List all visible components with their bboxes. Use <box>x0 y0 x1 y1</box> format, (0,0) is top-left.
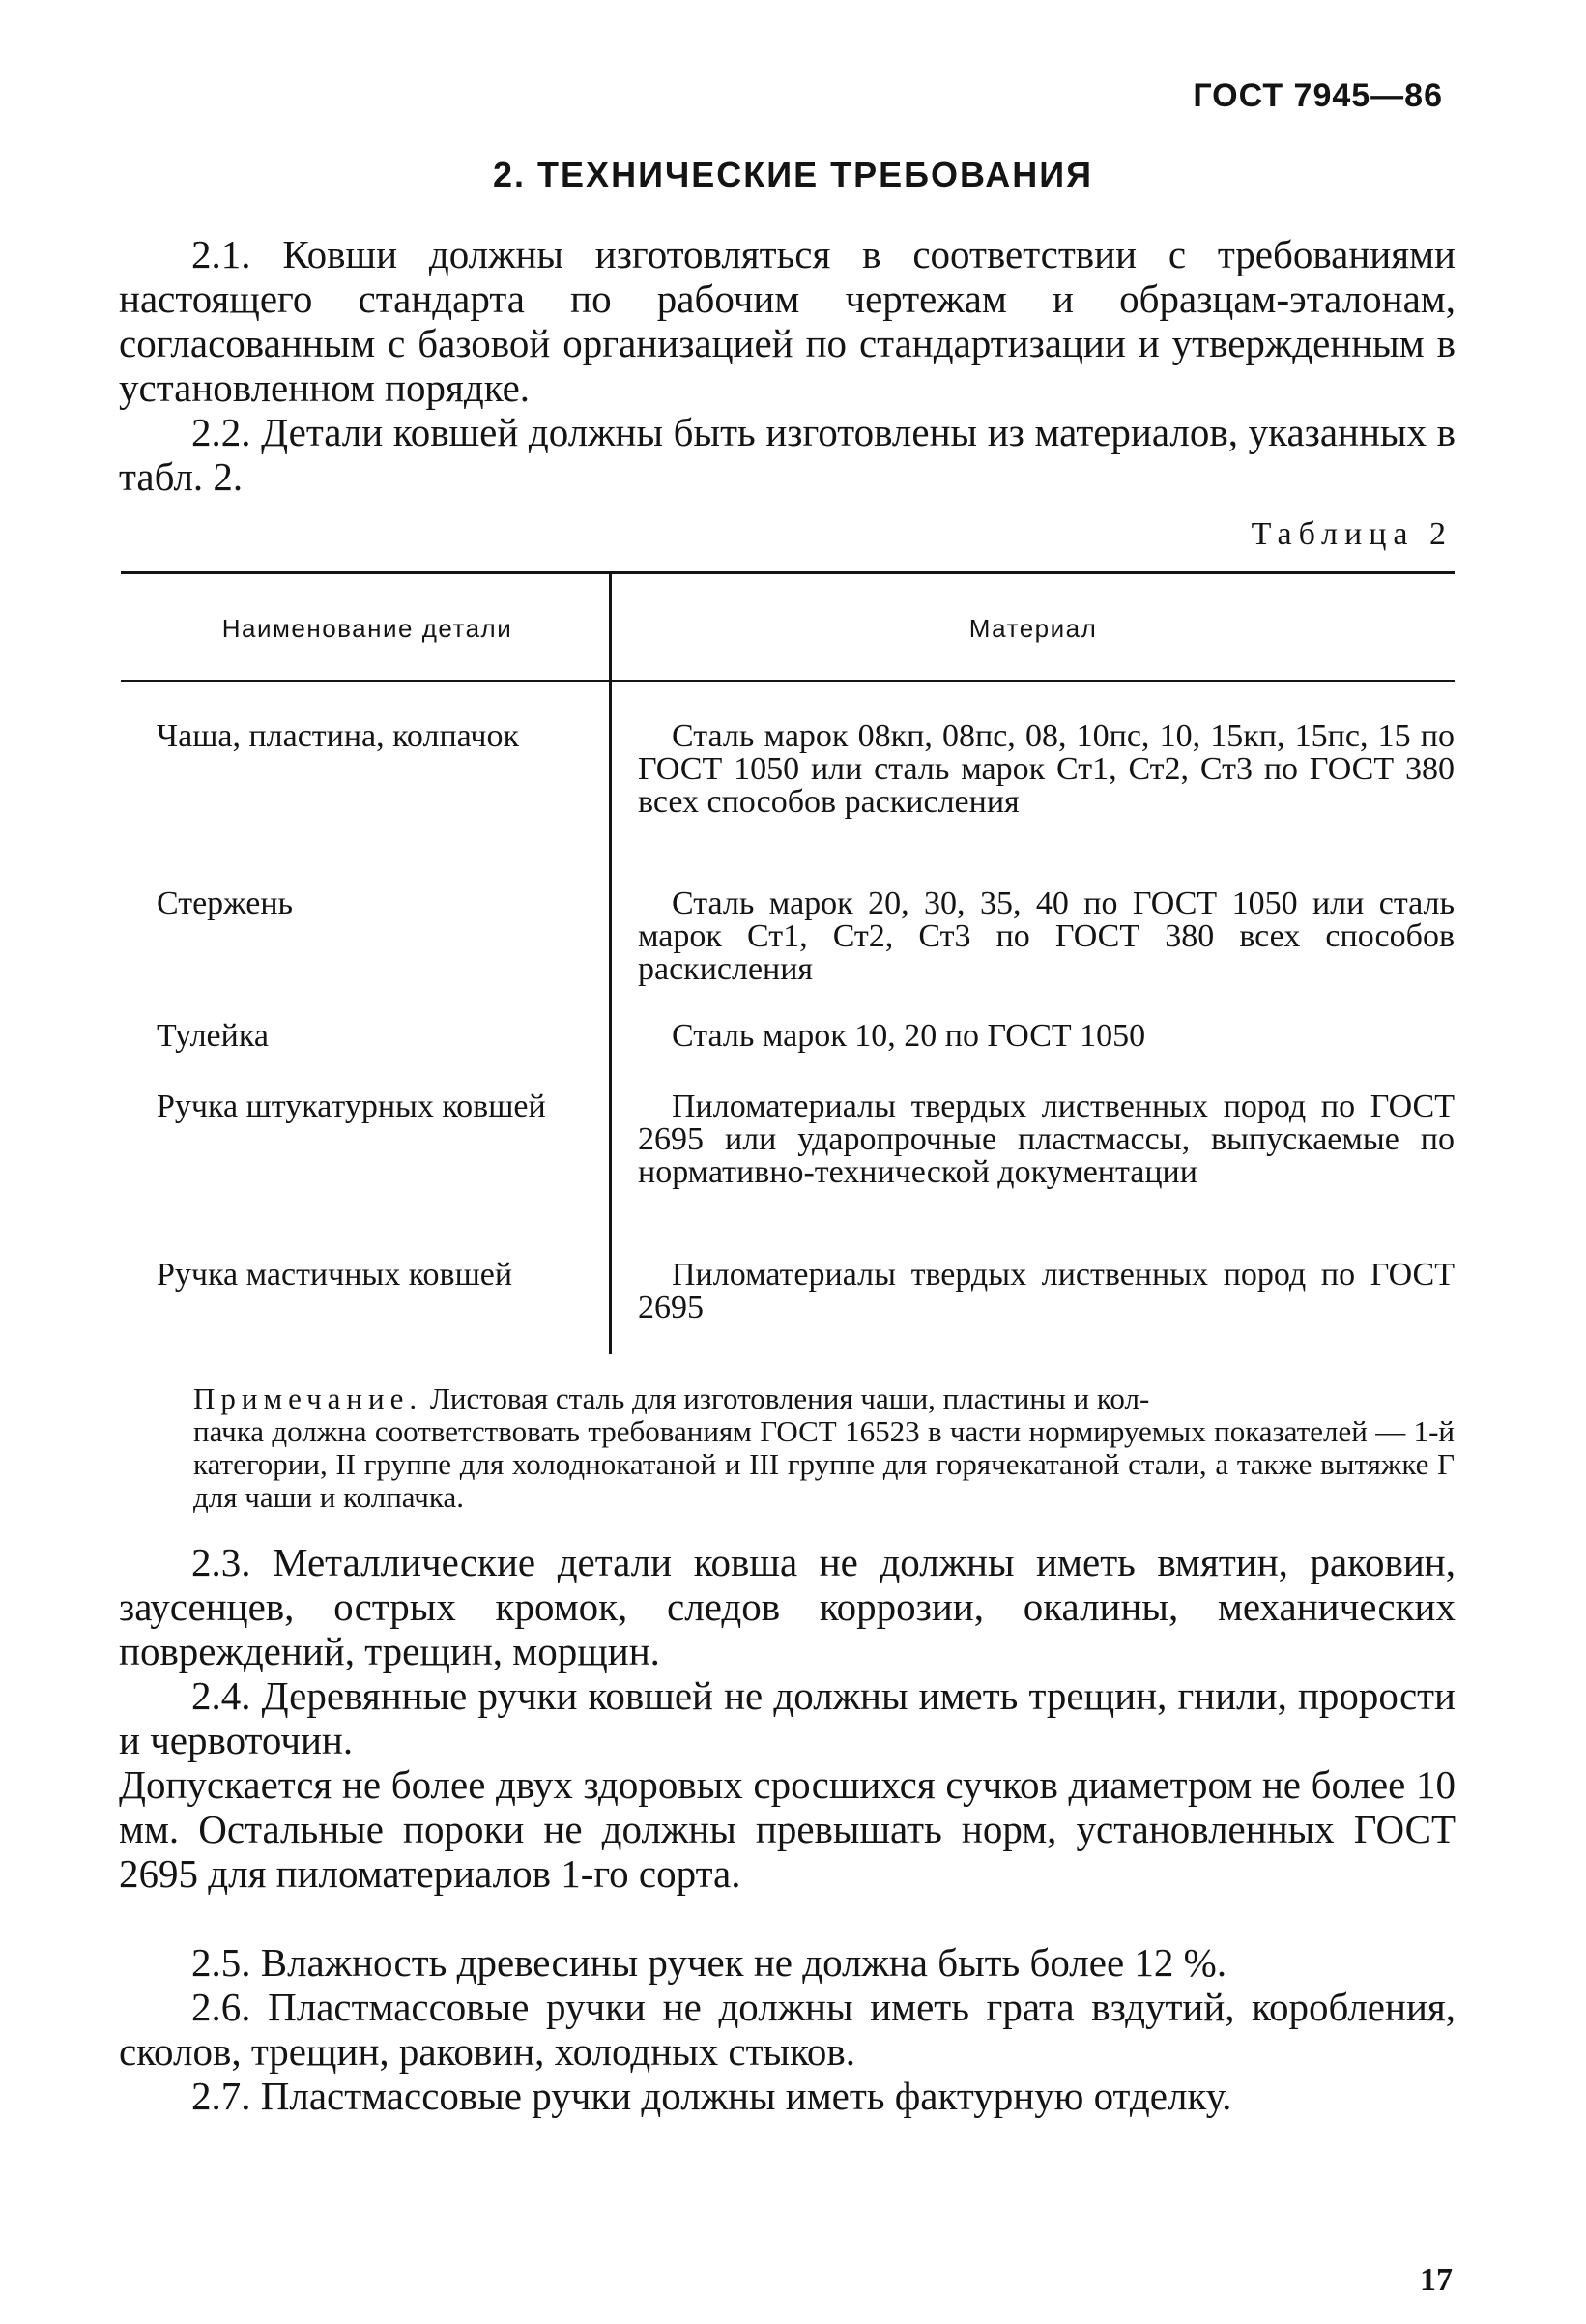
paragraph-2-4-continuation: Допускается не более двух здоровых сросшихся сучков диаметром не более 10 мм. Остальные пороки не должны превышать норм, установленных ГОСТ 2695 для пиломатериалов 1-го сорта. <box>119 1762 1456 1896</box>
paragraph-2-5: 2.5. Влажность древесины ручек не должна быть более 12 %. <box>191 1940 1227 1985</box>
paragraph-2-2: 2.2. Детали ковшей должны быть изготовлены из материалов, указанных в табл. 2. <box>119 410 1456 499</box>
note-label: Примечание. <box>193 1381 423 1415</box>
table-column-divider <box>609 573 612 1354</box>
table-row-part: Тулейка <box>157 1018 269 1054</box>
table-row-part: Ручка мастичных ковшей <box>157 1257 513 1293</box>
paragraph-2-1: 2.1. Ковши должны изготовляться в соответствии с требованиями настоящего стандарта по рабочим чертежам и образцам-эталонам, согласованным с базовой организацией по стандартизации и утвержденным в установленном порядке. <box>119 232 1456 410</box>
table-header-rule <box>121 680 1455 682</box>
table-header-material: Материал <box>968 614 1098 643</box>
table-row-material: Сталь марок 10, 20 по ГОСТ 1050 <box>672 1018 1146 1054</box>
standard-header: ГОСТ 7945—86 <box>1193 77 1443 114</box>
section-title: 2. ТЕХНИЧЕСКИЕ ТРЕБОВАНИЯ <box>493 155 1093 194</box>
table-header-part: Наименование детали <box>221 614 513 643</box>
paragraph-2-4: 2.4. Деревянные ручки ковшей не должны иметь трещин, гнили, прорости и червоточин. <box>119 1673 1456 1762</box>
note-continuation: пачка должна соответствовать требованиям ГОСТ 16523 в части нормируемых показателей — 1-й категории, II группе для холоднокатаной и III группе для горячекатаной стали, а также вытяжке Г для чаши и колпачка. <box>193 1414 1455 1514</box>
page-number: 17 <box>1420 2262 1453 2298</box>
table-row-material: Пиломатериалы твердых лиственных пород по ГОСТ 2695 или ударопрочные пластмассы, выпускаемые по нормативно-технической документации <box>638 1089 1455 1190</box>
table-top-rule <box>121 571 1455 574</box>
table-row-material: Сталь марок 20, 30, 35, 40 по ГОСТ 1050 или сталь марок Ст1, Ст2, Ст3 по ГОСТ 380 всех способов раскисления <box>638 886 1455 987</box>
paragraph-2-6: 2.6. Пластмассовые ручки не должны иметь грата вздутий, коробления, сколов, трещин, раковин, холодных стыков. <box>119 1985 1456 2074</box>
table-note <box>193 1382 1455 1415</box>
table-row-part: Чаша, пластина, колпачок <box>157 718 519 754</box>
table-caption: Таблица 2 <box>1251 516 1453 552</box>
table-row-part: Ручка штукатурных ковшей <box>157 1089 546 1124</box>
note-first-line: Листовая сталь для изготовления чаши, пластины и кол- <box>429 1381 1150 1415</box>
table-row-material: Сталь марок 08кп, 08пс, 08, 10пс, 10, 15кп, 15пс, 15 по ГОСТ 1050 или сталь марок Ст1, Ст2, Ст3 по ГОСТ 380 всех способов раскисления <box>638 718 1455 820</box>
table-row-material: Пиломатериалы твердых лиственных пород по ГОСТ 2695 <box>638 1257 1455 1325</box>
table-row-part: Стержень <box>157 886 294 921</box>
paragraph-2-3: 2.3. Металлические детали ковша не должны иметь вмятин, раковин, заусенцев, острых кромок, следов коррозии, окалины, механических повреждений, трещин, морщин. <box>119 1540 1456 1673</box>
paragraph-2-7: 2.7. Пластмассовые ручки должны иметь фактурную отделку. <box>191 2074 1232 2118</box>
